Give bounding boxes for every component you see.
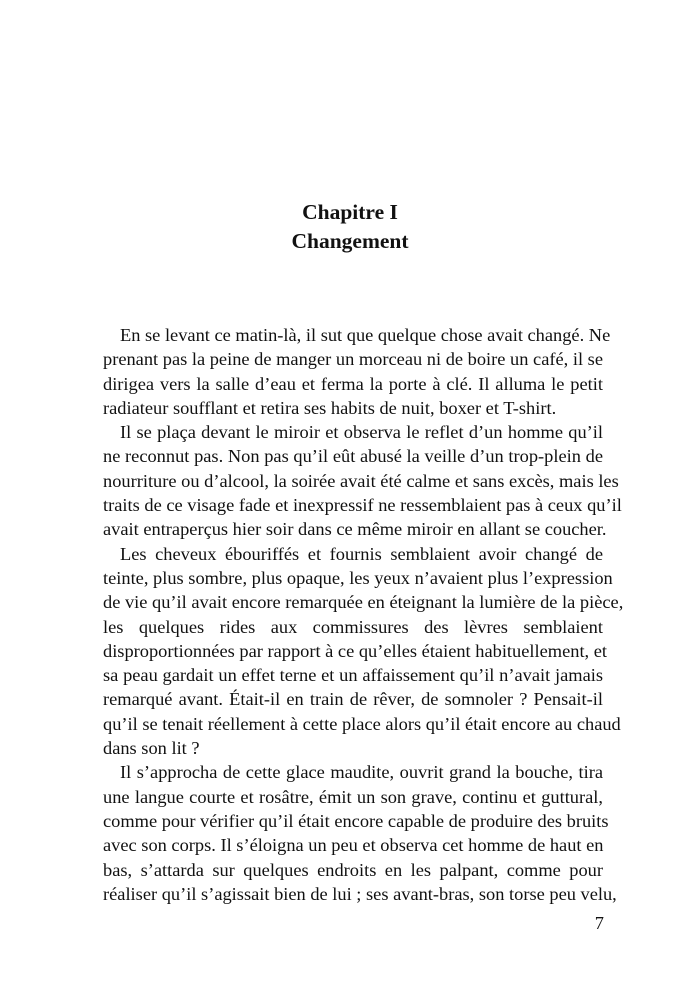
- page-number: 7: [594, 913, 604, 933]
- text-line: comme pour vérifier qu’il était encore capable de produire des bruits: [103, 810, 609, 831]
- chapter-title: Changement: [291, 229, 409, 253]
- text-line: dans son lit ?: [103, 738, 200, 759]
- text-line: qu’il se tenait réellement à cette place alors qu’il était encore au chaud: [103, 713, 621, 734]
- text-line: sa peau gardait un effet terne et un affaissement qu’il n’avait jamais: [103, 665, 603, 686]
- paragraph: [103, 323, 611, 420]
- chapter-number: Chapitre I: [302, 200, 398, 224]
- text-line: de vie qu’il avait encore remarquée en éteignant la lumière de la pièce,: [103, 592, 624, 613]
- text-line: avait entraperçus hier soir dans ce même miroir en allant se coucher.: [103, 519, 607, 540]
- text-line: teinte, plus sombre, plus opaque, les yeux n’avaient plus l’expression: [103, 567, 613, 588]
- text-line: dirigea vers la salle d’eau et ferma la porte à clé. Il alluma le petit: [103, 373, 603, 394]
- text-line: bas, s’attarda sur quelques endroits en les palpant, comme pour: [103, 859, 603, 880]
- chapter-body-text: [103, 323, 624, 906]
- text-line: nourriture ou d’alcool, la soirée avait été calme et sans excès, mais les: [103, 470, 619, 491]
- text-line: En se levant ce matin-là, il sut que quelque chose avait changé. Ne: [120, 325, 611, 345]
- text-line: réaliser qu’il s’agissait bien de lui ; ses avant-bras, son torse peu velu,: [103, 883, 617, 904]
- text-line: Il se plaça devant le miroir et observa le reflet d’un homme qu’il: [120, 422, 603, 443]
- text-line: traits de ce visage fade et inexpressif ne ressemblaient pas à ceux qu’il: [103, 495, 622, 516]
- paragraph: [103, 542, 624, 761]
- text-line: ne reconnut pas. Non pas qu’il eût abusé la veille d’un trop-plein de: [103, 446, 603, 467]
- text-line: les quelques rides aux commissures des lèvres semblaient: [103, 616, 603, 637]
- text-line: prenant pas la peine de manger un morceau ni de boire un café, il se: [103, 349, 603, 370]
- text-line: radiateur soufflant et retira ses habits de nuit, boxer et T-shirt.: [103, 397, 557, 418]
- text-line: une langue courte et rosâtre, émit un son grave, continu et guttural,: [103, 786, 603, 807]
- text-line: avec son corps. Il s’éloigna un peu et observa cet homme de haut en: [103, 835, 604, 856]
- text-line: disproportionnées par rapport à ce qu’elles étaient habituellement, et: [103, 640, 608, 661]
- text-line: remarqué avant. Était-il en train de rêver, de somnoler ? Pensait-il: [103, 689, 603, 710]
- text-line: Il s’approcha de cette glace maudite, ouvrit grand la bouche, tira: [120, 762, 603, 783]
- paragraph: [103, 760, 617, 906]
- text-line: Les cheveux ébouriffés et fournis semblaient avoir changé de: [120, 543, 603, 564]
- paragraph: [103, 420, 622, 541]
